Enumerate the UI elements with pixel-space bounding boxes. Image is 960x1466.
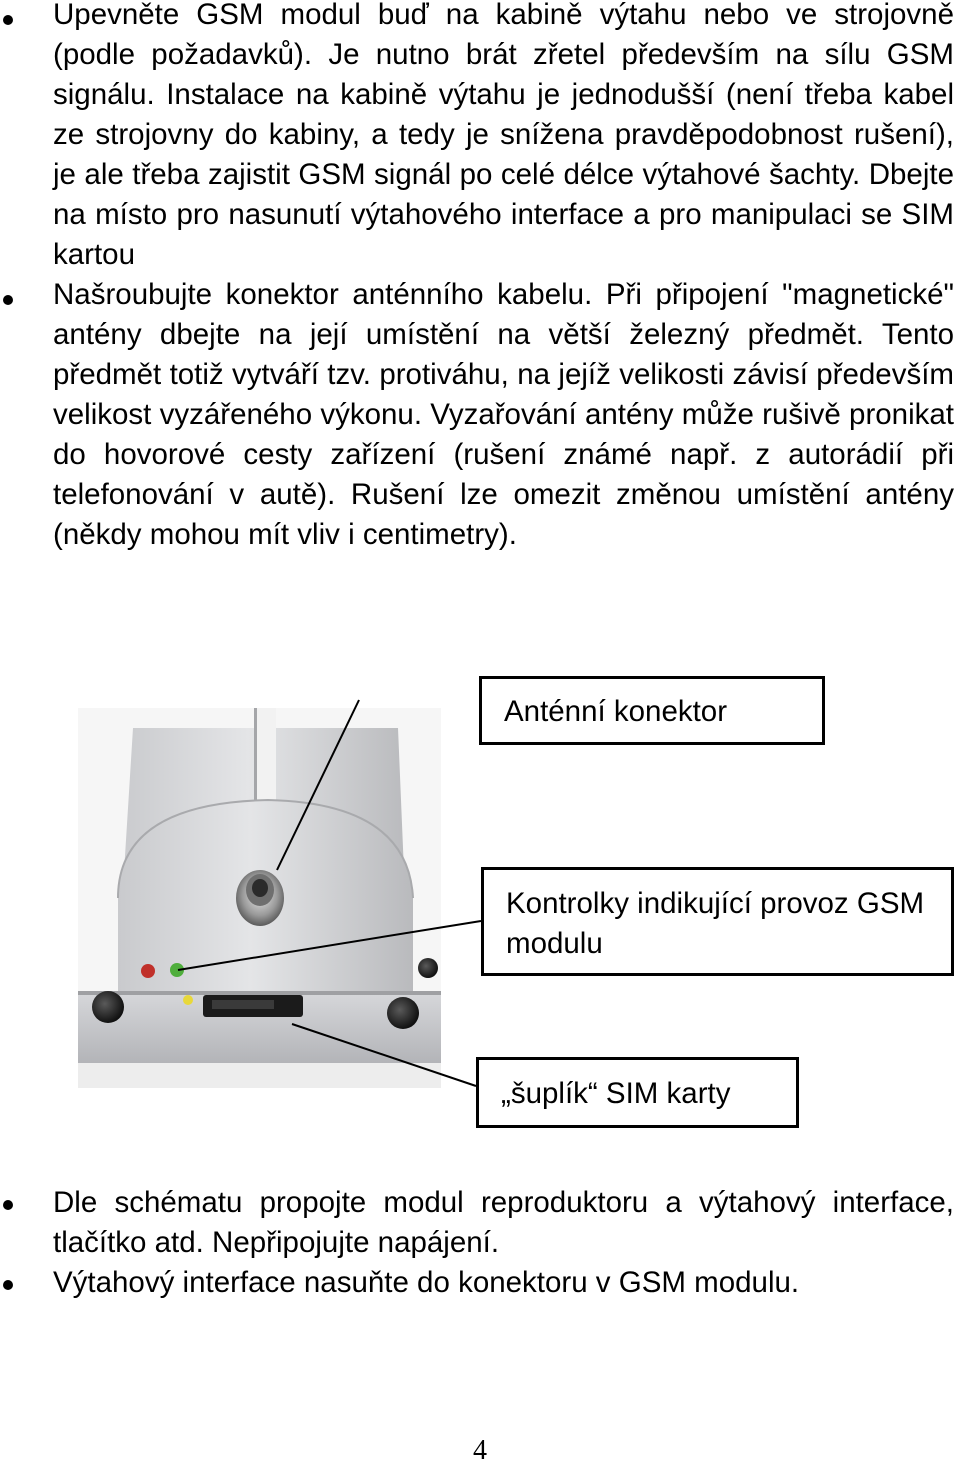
screw-icon — [418, 958, 438, 978]
gsm-module-illustration — [78, 708, 441, 1088]
bullet-icon — [3, 1280, 13, 1290]
gsm-module-photo — [78, 708, 441, 1088]
instruction-text: Našroubujte konektor anténního kabelu. Při připojení "magnetické" antény dbejte na její umístění na větší železný předmět. Tento předmět totiž vytváří tzv. protiváhu, na jejíž velikosti závisí především velikost vyzářeného výkonu. Vyzařování antény může rušivě pronikat do hovorové cesty zařízení (rušení známé např. z autorádií při telefonování v autě). Rušení lze omezit změnou umístění antény (někdy mohou mít vliv i centimetry). — [53, 278, 954, 551]
callout-status-leds: Kontrolky indikující provoz GSM modulu — [481, 867, 954, 976]
callout-sim-drawer: „šuplík“ SIM karty — [476, 1057, 799, 1128]
list-item — [0, 275, 960, 555]
bullet-icon — [3, 295, 13, 305]
screw-icon — [387, 997, 419, 1029]
instruction-text: Výtahový interface nasuňte do konektoru v GSM modulu. — [53, 1266, 800, 1299]
page-number: 4 — [473, 1435, 487, 1466]
green-led-icon — [170, 963, 184, 977]
list-item — [0, 1183, 960, 1263]
list-item — [0, 0, 960, 275]
red-led-icon — [141, 964, 155, 978]
bullet-icon — [3, 15, 13, 25]
instruction-list-bottom — [0, 1183, 960, 1303]
yellow-led-icon — [183, 995, 193, 1005]
screw-icon — [92, 991, 124, 1023]
instruction-text: Upevněte GSM modul buď na kabině výtahu nebo ve strojovně (podle požadavků). Je nutno brát zřetel především na sílu GSM signálu. Instalace na kabině výtahu je jednodušší (není třeba kabel ze strojovny do kabiny, a tedy je snížena pravděpodobnost rušení), je ale třeba zajistit GSM signál po celé délce výtahové šachty. Dbejte na místo pro nasunutí výtahového interface a pro manipulaci se SIM kartou — [53, 0, 954, 271]
instruction-list-top — [0, 0, 960, 555]
bullet-icon — [3, 1200, 13, 1210]
callout-antenna-connector: Anténní konektor — [479, 676, 825, 745]
instruction-text: Dle schématu propojte modul reproduktoru a výtahový interface, tlačítko atd. Nepřipojujte napájení. — [53, 1186, 954, 1259]
list-item — [0, 1263, 960, 1303]
